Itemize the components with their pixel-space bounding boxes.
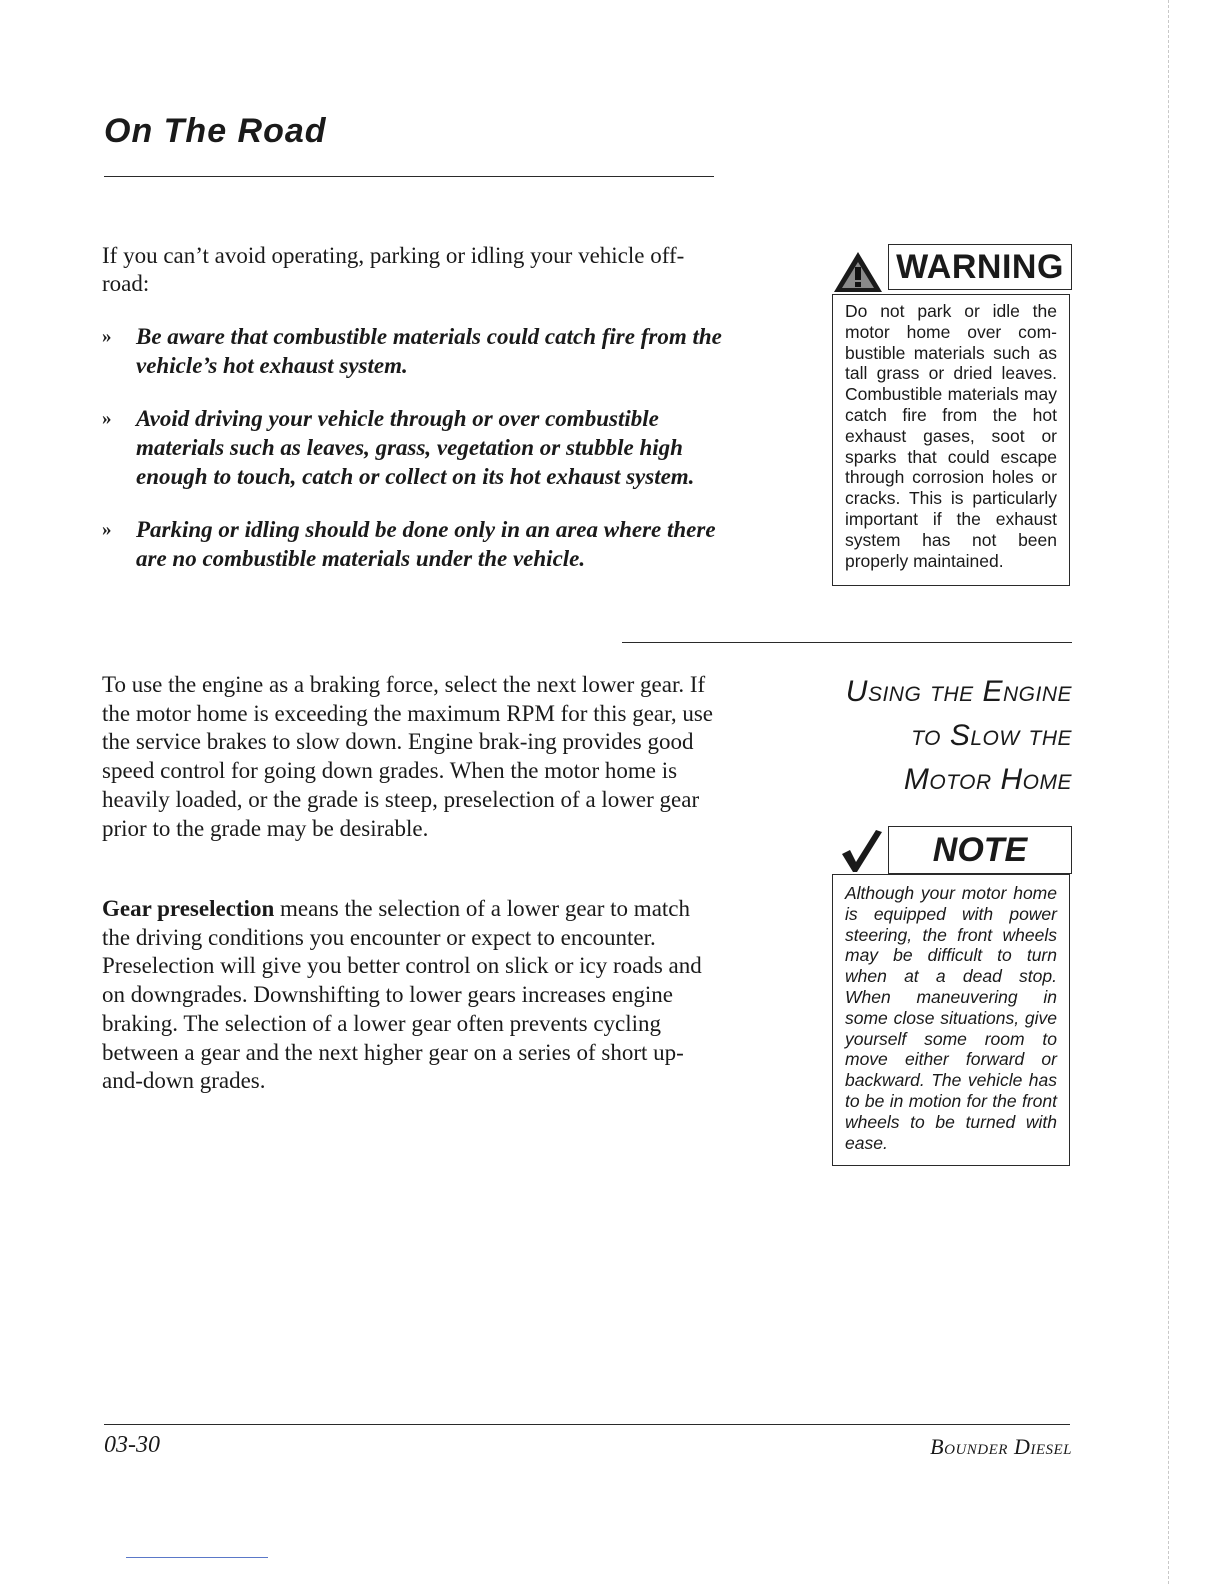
- bullet-list: [102, 322, 722, 573]
- note-text: Although your motor home is equipped with power steering, the front wheels may be difficult to turn when at a dead stop. When maneuvering in some close situations, give yourself some room to move either forward or backward. The vehicle has to be in motion for the front wheels to be turned with ease.: [845, 883, 1057, 1153]
- page-header-title: On The Road: [104, 112, 327, 150]
- intro-paragraph: If you can’t avoid operating, parking or idling your vehicle off-road:: [102, 243, 685, 296]
- list-item: [102, 322, 722, 380]
- section-rule: [622, 642, 1072, 643]
- scan-blue-line: [126, 1557, 268, 1558]
- warning-header: [832, 244, 1072, 294]
- footer-rule: [104, 1424, 1070, 1425]
- bullet-text: Parking or idling should be done only in an area where there are no combustible materials under the vehicle.: [136, 517, 716, 571]
- note-header: [832, 826, 1072, 874]
- footer-product-name: Bounder Diesel: [930, 1434, 1072, 1459]
- section-heading-line: Motor Home: [903, 763, 1072, 796]
- checkmark-icon: [838, 828, 884, 874]
- section-heading-line: to Slow the: [911, 719, 1072, 752]
- gear-preselection-paragraph: [102, 895, 714, 1096]
- warning-box: [832, 294, 1070, 586]
- section-heading: [780, 670, 1072, 802]
- gear-preselection-definition: means the selection of a lower gear to match the driving conditions you encounter or expect to encounter. Preselection will give you better control on slick or icy roads and on downgrades. Downshifting to lower gears increases engine braking. The selection of a lower gear often prevents cycling between a gear and the next higher gear on a series of short up-and-down grades.: [102, 896, 702, 1094]
- note-label: NOTE: [888, 826, 1072, 874]
- bullet-marker: »: [102, 519, 112, 540]
- bullet-text: Avoid driving your vehicle through or over combustible materials such as leaves, grass, vegetation or stubble high enough to touch, catch or collect on its hot exhaust system.: [136, 406, 695, 489]
- section-heading-line: Using the Engine: [845, 675, 1072, 708]
- note-box: [832, 874, 1070, 1166]
- warning-label: WARNING: [888, 244, 1072, 290]
- bullet-marker: »: [102, 326, 112, 347]
- list-item: [102, 515, 722, 573]
- scan-edge-line: [1168, 0, 1169, 1584]
- warning-triangle-icon: [832, 250, 884, 294]
- page-number: 03-30: [104, 1432, 160, 1458]
- bullet-text: Be aware that combustible materials could catch fire from the vehicle’s hot exhaust system.: [136, 324, 722, 378]
- header-rule: [104, 176, 714, 177]
- bullet-marker: »: [102, 408, 112, 429]
- engine-braking-paragraph: To use the engine as a braking force, select the next lower gear. If the motor home is exceeding the maximum RPM for this gear, use the service brakes to slow down. Engine brak-ing provides good speed control for going down grades. When the motor home is heavily loaded, or the grade is steep, preselection of a lower gear prior to the grade may be desirable.: [102, 672, 714, 841]
- gear-preselection-term: Gear preselection: [102, 896, 275, 921]
- list-item: [102, 404, 722, 491]
- warning-text: Do not park or idle the motor home over com-bustible materials such as tall grass or dried leaves. Combustible materials may catch fire from the hot exhaust gases, soot or sparks that could escape through corrosion holes or cracks. This is particularly important if the exhaust system has not been properly maintained.: [845, 301, 1057, 571]
